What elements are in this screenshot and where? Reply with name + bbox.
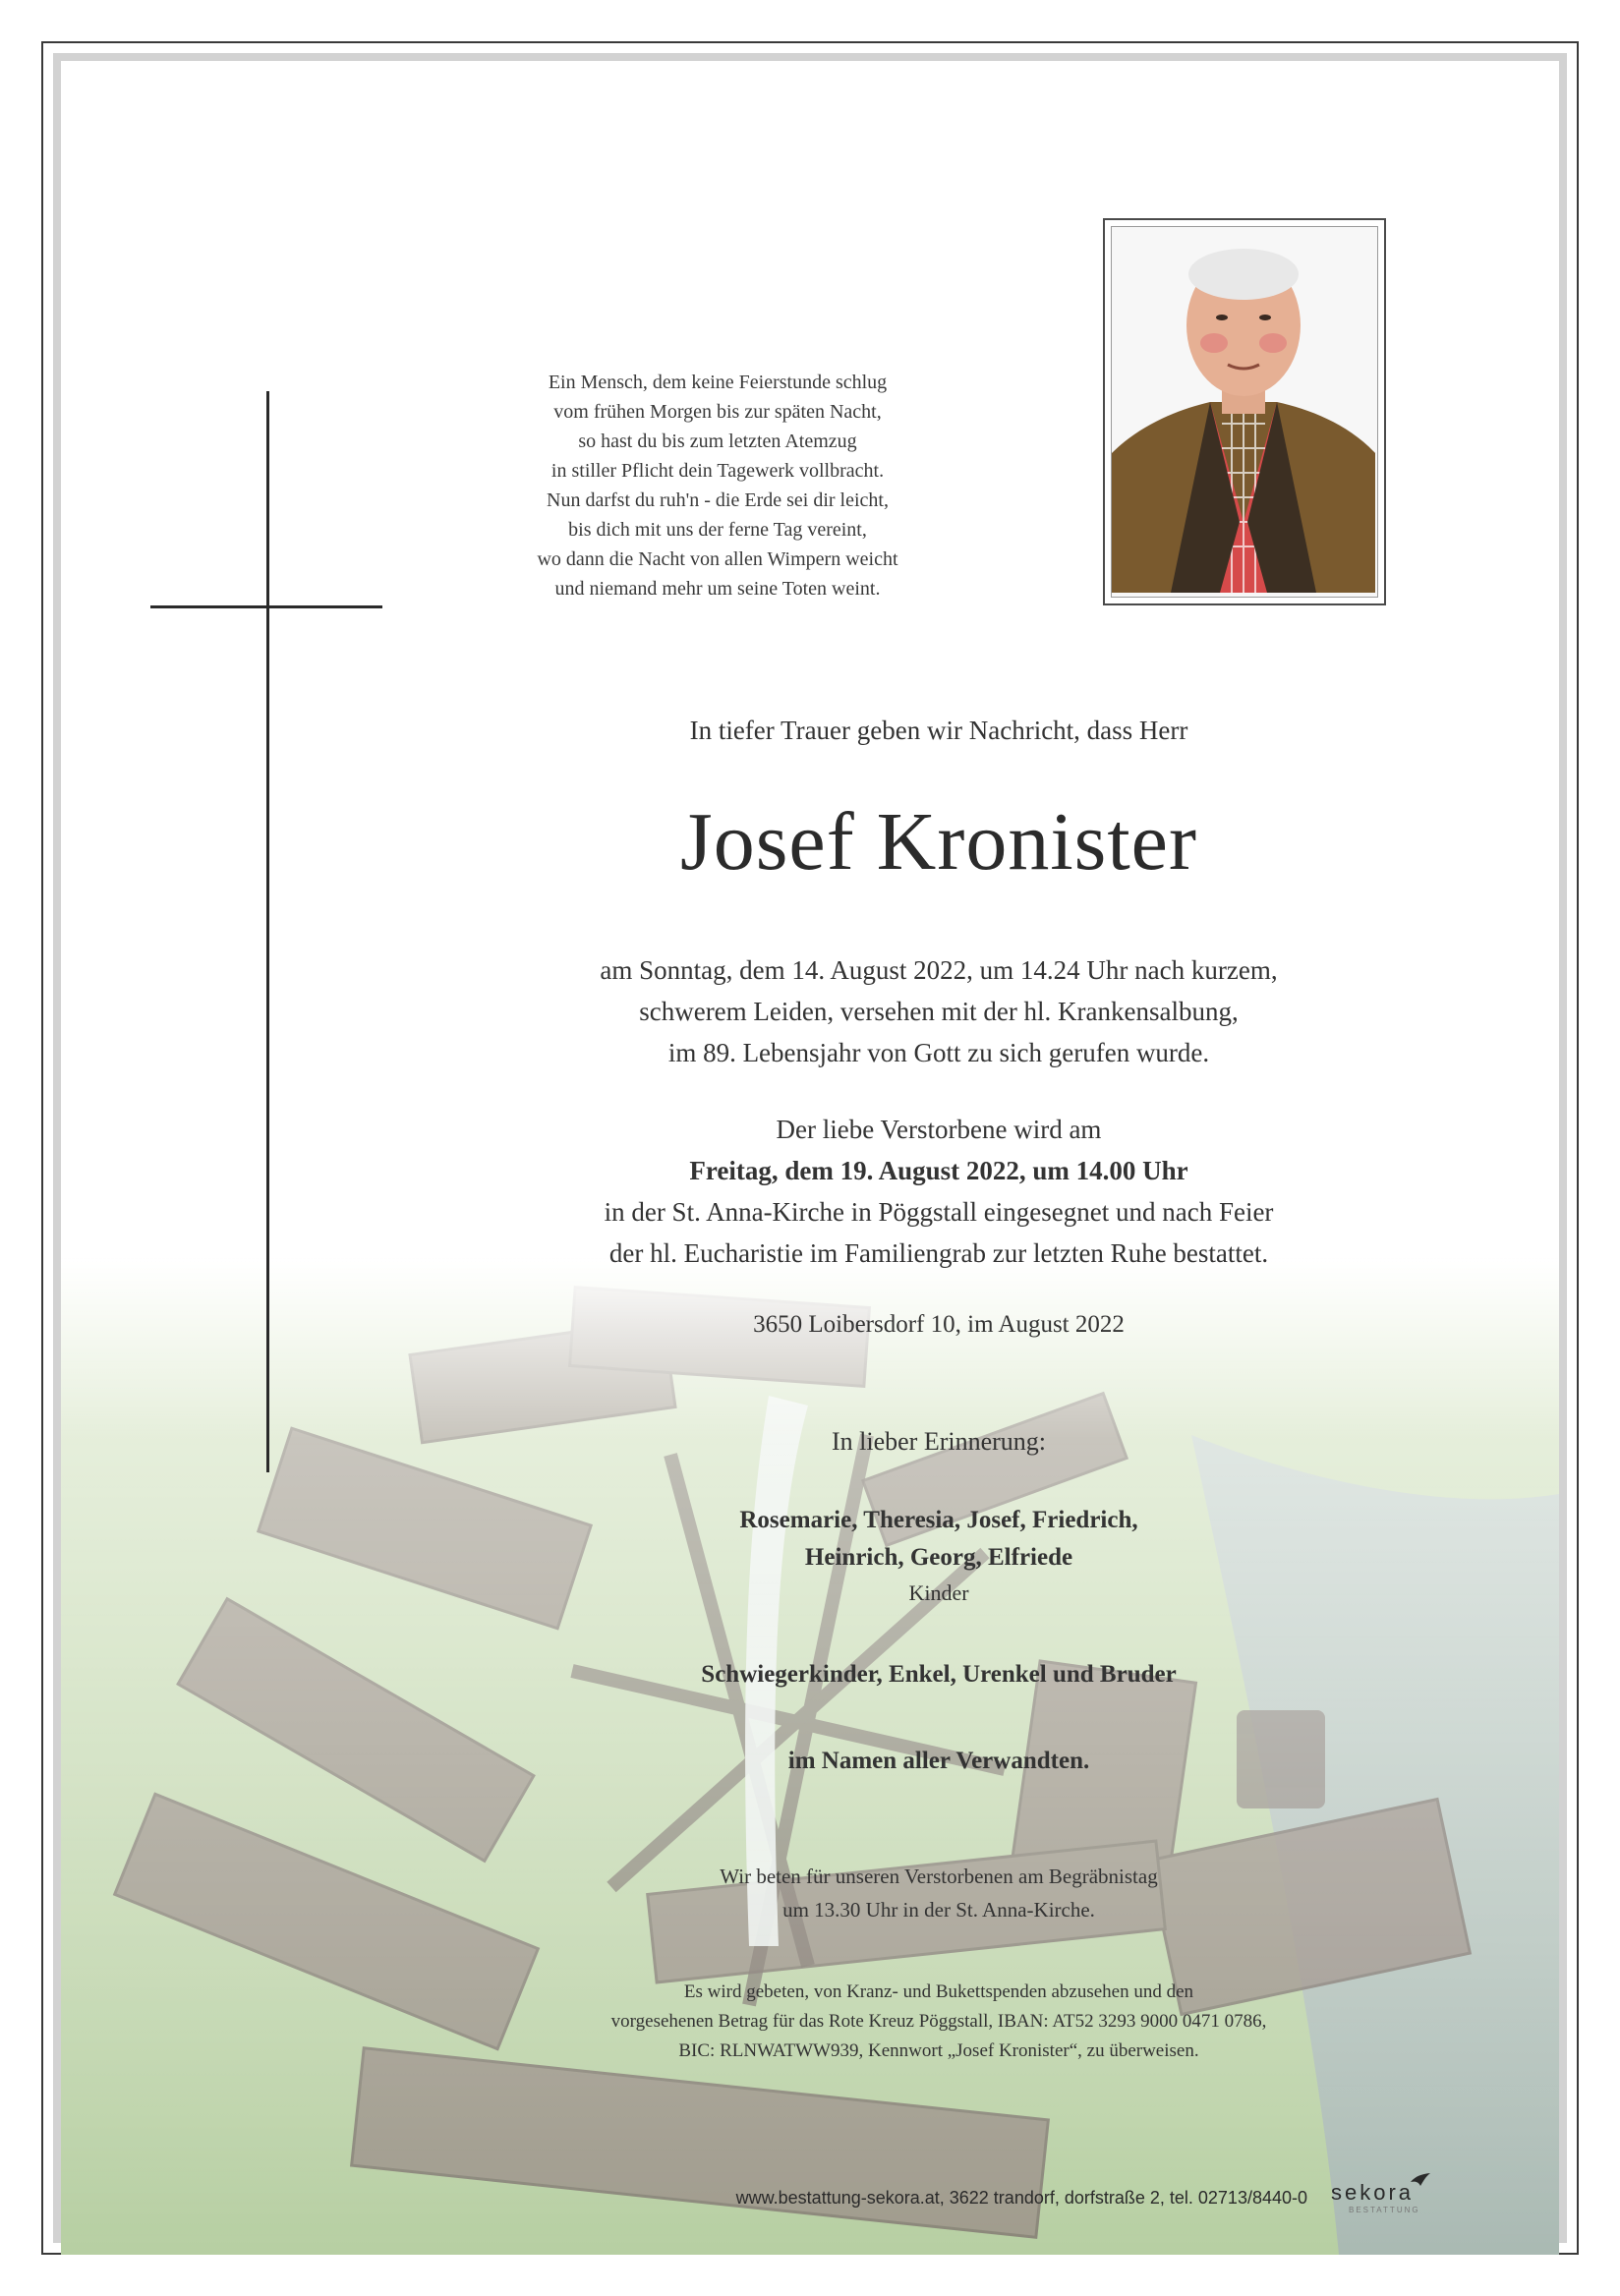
death-notice-line: schwerem Leiden, versehen mit der hl. Krankensalbung, (639, 997, 1239, 1026)
sekora-logo: sekora (1331, 2180, 1415, 2205)
place-date: 3650 Loibersdorf 10, im August 2022 (753, 1311, 1125, 1338)
poem-line: Ein Mensch, dem keine Feierstunde schlug (548, 372, 888, 393)
prayer-line: Wir beten für unseren Verstorbenen am Begräbnistag (720, 1865, 1158, 1888)
on-behalf: im Namen aller Verwandten. (787, 1748, 1090, 1774)
portrait-photo-frame (1103, 218, 1386, 605)
deceased-name: Josef Kronister (680, 796, 1197, 888)
cross-horizontal-bar (150, 605, 382, 608)
poem-line: bis dich mit uns der ferne Tag vereint, (568, 519, 867, 541)
children-names (462, 1502, 1416, 1577)
poem-line: vom frühen Morgen bis zur späten Nacht, (553, 401, 882, 423)
donation-line: Es wird gebeten, von Kranz- und Bukettspenden abzusehen und den (683, 1981, 1194, 2002)
footer-contact: www.bestattung-sekora.at, 3622 trandorf, dorfstraße 2, tel. 02713/8440-0 (735, 2188, 1307, 2208)
portrait-photo (1111, 226, 1378, 598)
children-line: Heinrich, Georg, Elfriede (804, 1544, 1073, 1571)
death-notice-line: am Sonntag, dem 14. August 2022, um 14.24 Uhr nach kurzem, (600, 955, 1278, 985)
children-label: Kinder (908, 1580, 969, 1605)
cross-vertical-bar (266, 391, 269, 1472)
relatives: Schwiegerkinder, Enkel, Urenkel und Bruder (701, 1661, 1177, 1688)
poem (462, 368, 973, 603)
funeral-notice (462, 1109, 1416, 1274)
donation-line: BIC: RLNWATWW939, Kennwort „Josef Kronister“, zu überweisen. (678, 2040, 1199, 2061)
bird-logo-icon (1410, 2172, 1431, 2192)
funeral-date: Freitag, dem 19. August 2022, um 14.00 Uhr (689, 1156, 1188, 1185)
children-line: Rosemarie, Theresia, Josef, Friedrich, (739, 1507, 1138, 1533)
poem-line: so hast du bis zum letzten Atemzug (578, 430, 857, 452)
poem-line: in stiller Pflicht dein Tagewerk vollbracht. (550, 460, 885, 482)
poem-line: und niemand mehr um seine Toten weint. (554, 578, 881, 600)
donation-notice (462, 1978, 1416, 2066)
funeral-line: in der St. Anna-Kirche in Pöggstall eingesegnet und nach Feier (604, 1197, 1274, 1227)
prayer-line: um 13.30 Uhr in der St. Anna-Kirche. (782, 1898, 1095, 1922)
funeral-line: der hl. Eucharistie im Familiengrab zur letzten Ruhe bestattet. (608, 1238, 1269, 1268)
memory-heading: In lieber Erinnerung: (831, 1427, 1047, 1456)
poem-line: Nun darfst du ruh'n - die Erde sei dir leicht, (547, 489, 889, 511)
poem-line: wo dann die Nacht von allen Wimpern weicht (537, 548, 898, 570)
death-notice (462, 949, 1416, 1073)
logo-subtitle: BESTATTUNG (1349, 2206, 1420, 2214)
death-notice-line: im 89. Lebensjahr von Gott zu sich gerufen wurde. (667, 1038, 1210, 1067)
prayer-notice (462, 1860, 1416, 1926)
donation-line: vorgesehenen Betrag für das Rote Kreuz Pöggstall, IBAN: AT52 3293 9000 0471 0786, (610, 2011, 1267, 2032)
intro-text: In tiefer Trauer geben wir Nachricht, dass Herr (689, 716, 1188, 745)
funeral-line: Der liebe Verstorbene wird am (776, 1115, 1102, 1144)
